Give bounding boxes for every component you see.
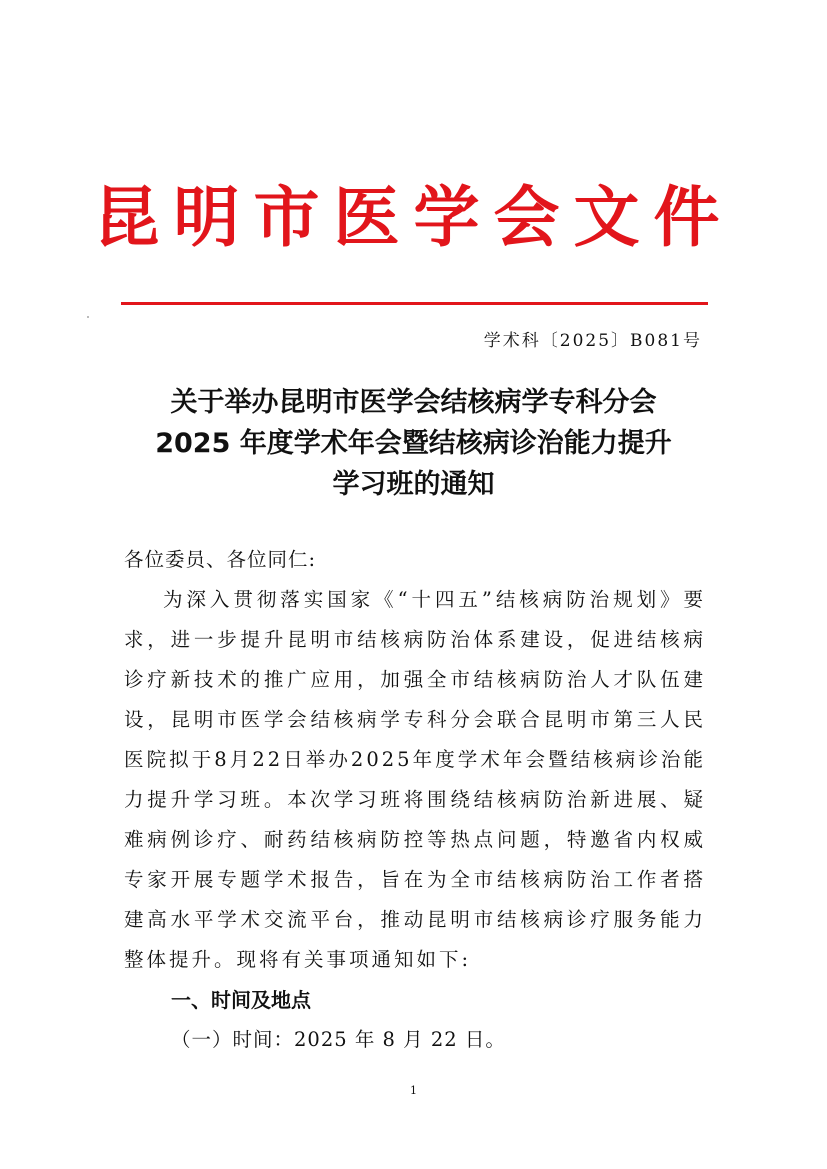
- page-number: 1: [410, 1084, 417, 1097]
- document-number: 学术科〔2025〕B081号: [483, 331, 702, 351]
- header-red-divider: [121, 302, 708, 305]
- document-header-title: 昆明市医学会文件: [93, 179, 734, 256]
- notice-title: [0, 382, 827, 505]
- notice-title-line-3: 学习班的通知: [332, 469, 495, 500]
- notice-body: [124, 540, 706, 1060]
- body-paragraph: 为深入贯彻落实国家《“十四五”结核病防治规划》要求，进一步提升昆明市结核病防治体系建设，促进结核病诊疗新技术的推广应用，加强全市结核病防治人才队伍建设，昆明市医学会结核病学专科分会联合昆明市第三人民医院拟于8月22日举办2025年度学术年会暨结核病诊治能力提升学习班。本次学习班将围绕结核病防治新进展、疑难病例诊疗、耐药结核病防控等热点问题，特邀省内权威专家开展专题学术报告，旨在为全市结核病防治工作者搭建高水平学术交流平台，推动昆明市结核病诊疗服务能力整体提升。现将有关事项通知如下:: [124, 588, 706, 971]
- scan-speck: [87, 316, 89, 318]
- notice-title-line-2: 2025 年度学术年会暨结核病诊治能力提升: [155, 428, 672, 459]
- notice-title-line-1: 关于举办昆明市医学会结核病学专科分会: [170, 387, 657, 418]
- item-time: （一）时间：2025 年 8 月 22 日。: [171, 1028, 506, 1051]
- section-heading-time-location: 一、时间及地点: [171, 988, 311, 1012]
- salutation: 各位委员、各位同仁:: [124, 548, 317, 571]
